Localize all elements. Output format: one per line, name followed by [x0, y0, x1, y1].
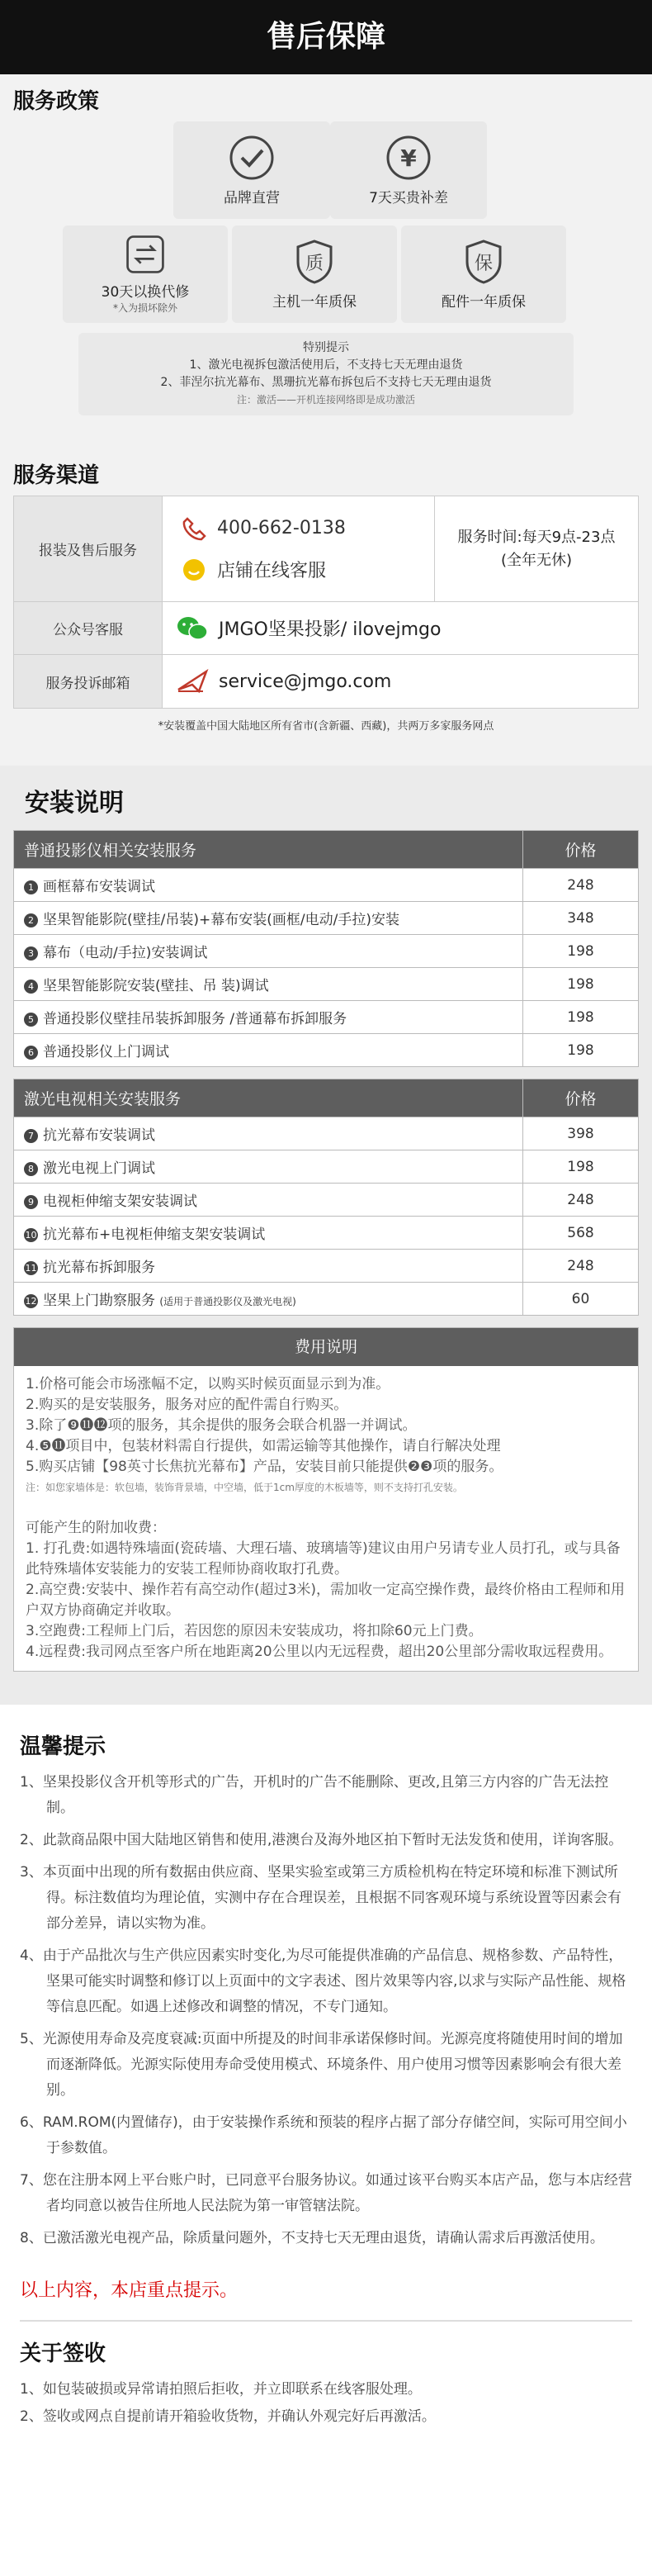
item-price: 568 — [523, 1217, 639, 1250]
table-title: 普通投影仪相关安装服务 — [14, 831, 523, 869]
item-number: 12 — [25, 1295, 37, 1307]
wechat-account: JMGO坚果投影/ ilovejmgo — [219, 619, 442, 640]
tip-line: 2、菲涅尔抗光幕布、黑珊抗光幕布拆包后不支持七天无理由退货 — [160, 376, 492, 389]
phone-line[interactable] — [181, 515, 434, 542]
install-section — [0, 766, 652, 1705]
phone-number: 400-662-0138 — [217, 518, 346, 538]
table-row — [14, 1184, 639, 1217]
item-number: 8 — [24, 1162, 38, 1176]
policy-item-host — [232, 225, 397, 323]
special-tip — [78, 333, 574, 415]
mail-icon — [176, 668, 209, 695]
policy-grid — [0, 121, 652, 444]
notice-item: 5、光源使用寿命及亮度衰减:页面中所提及的时间非承诺保修时间。光源亮度将随使用时间的增加而逐渐降低。光源实际使用寿命受使用模式、环境条件、用户使用习惯等因素影响会有很大差别。 — [20, 2031, 623, 2099]
hours-line-2: (全年无休) — [500, 551, 573, 569]
item-number: 6 — [24, 1046, 38, 1060]
policy-label: 7天买贵补差 — [369, 190, 448, 206]
extra-title: 可能产生的附加收费： — [26, 1520, 166, 1536]
check-circle-icon — [229, 135, 275, 181]
table-row — [14, 869, 639, 902]
item-price: 248 — [523, 869, 639, 902]
channel-row-aftersale — [14, 496, 638, 602]
item-price: 348 — [523, 902, 639, 935]
channel-row-wechat — [14, 602, 638, 655]
table-row — [14, 1034, 639, 1067]
zhi-badge-icon — [294, 239, 335, 285]
policy-item-price — [330, 121, 487, 219]
service-bubble-icon — [181, 557, 207, 583]
signing-item: 2、签收或网点自提前请开箱验收货物，并确认外观完好后再激活。 — [20, 2408, 436, 2425]
item-number: 1 — [24, 880, 38, 894]
table-row — [14, 968, 639, 1001]
item-price: 198 — [523, 935, 639, 968]
policy-section — [0, 74, 652, 766]
notice-list — [0, 1770, 652, 2251]
table-title: 激光电视相关安装服务 — [14, 1079, 523, 1117]
zhi-glyph: 质 — [305, 254, 324, 274]
extra-line: 4.远程费:我司网点至客户所在地距离20公里以内无远程费，超出20公里部分需收取远程费用。 — [26, 1644, 613, 1660]
install-table-laser — [13, 1079, 639, 1316]
exchange-icon — [125, 234, 166, 275]
email-value[interactable] — [163, 655, 638, 708]
table-row — [14, 1217, 639, 1250]
item-price: 198 — [523, 1001, 639, 1034]
fee-title: 费用说明 — [14, 1328, 638, 1366]
policy-label: 品牌直营 — [224, 190, 280, 206]
bao-badge-icon — [463, 239, 504, 285]
channel-label: 报装及售后服务 — [14, 496, 163, 601]
item-sub: (适用于普通投影仪及激光电视) — [159, 1296, 296, 1307]
extra-line: 1. 打孔费:如遇特殊墙面(瓷砖墙、大理石墙、玻璃墙等)建议由用户另请专业人员打孔，或与具备此特殊墙体安装能力的安装工程师协商收取打孔费。 — [26, 1540, 621, 1577]
item-name: 普通投影仪上门调试 — [43, 1044, 169, 1060]
item-name: 幕布（电动/手拉)安装调试 — [43, 945, 208, 961]
item-number: 7 — [24, 1129, 38, 1143]
table-row — [14, 1001, 639, 1034]
online-service[interactable] — [181, 557, 434, 583]
table-header — [14, 831, 639, 869]
fee-line: 1.价格可能会市场涨幅不定，以购买时候页面显示到为准。 — [26, 1376, 390, 1392]
notice-item: 3、本页面中出现的所有数据由供应商、坚果实验室或第三方质检机构在特定环境和标准下测试所得。标注数值均为理论值，实测中存在合理误差，且根据不同客观环境与系统设置等因素会有部分差异，请以实物为准。 — [20, 1864, 621, 1932]
fee-line: 3.除了❾⓫⓬项的服务，其余提供的服务会联合机器一并调试。 — [26, 1417, 417, 1434]
extra-line: 2.高空费:安装中、操作若有高空动作(超过3米)，需加收一定高空操作费，最终价格由工程师和用户双方协商确定并收取。 — [26, 1582, 626, 1619]
yen-glyph: ¥ — [400, 145, 417, 172]
tip-note: 注：激活——开机连接网络即是成功激活 — [236, 394, 415, 406]
item-number: 2 — [24, 913, 38, 927]
install-title: 安装说明 — [25, 789, 124, 818]
yen-circle-icon — [385, 135, 432, 181]
service-hours — [435, 496, 638, 601]
item-name: 坚果上门勘察服务 — [43, 1293, 155, 1309]
item-name: 抗光幕布安装调试 — [43, 1127, 155, 1144]
email-address: service@jmgo.com — [219, 671, 392, 692]
online-service-label: 店铺在线客服 — [217, 561, 327, 581]
phone-icon — [181, 515, 207, 542]
table-row — [14, 1250, 639, 1283]
channel-row-email — [14, 655, 638, 708]
item-price: 198 — [523, 1034, 639, 1067]
item-name: 普通投影仪壁挂吊装拆卸服务 /普通幕布拆卸服务 — [43, 1011, 347, 1027]
install-table-projector — [13, 830, 639, 1067]
extra-line: 3.空跑费:工程师上门后，若因您的原因未安装成功，将扣除60元上门费。 — [26, 1623, 483, 1639]
item-name: 坚果智能影院(壁挂/吊装)+幕布安装(画框/电动/手拉)安装 — [43, 912, 399, 928]
table-row — [14, 935, 639, 968]
emphasis-text: 以上内容，本店重点提示。 — [20, 2280, 239, 2301]
policy-item-exchange — [63, 225, 228, 323]
fee-box — [13, 1327, 639, 1672]
item-name: 抗光幕布拆卸服务 — [43, 1260, 155, 1276]
notice-section — [0, 1705, 652, 2430]
channels-table — [13, 496, 639, 709]
policy-sub: *入为损坏除外 — [112, 302, 177, 314]
notice-item: 6、RAM.ROM(内置储存)，由于安装操作系统和预装的程序占据了部分存储空间，实际可用空间小于参数值。 — [20, 2114, 627, 2156]
fee-body — [14, 1366, 638, 1671]
table-row — [14, 1150, 639, 1184]
hours-line: 服务时间:每天9点-23点 — [457, 528, 616, 546]
channel-contacts — [163, 496, 435, 601]
channel-label: 公众号客服 — [14, 602, 163, 654]
channels-title: 服务渠道 — [13, 463, 100, 488]
item-price: 248 — [523, 1250, 639, 1283]
table-row — [14, 902, 639, 935]
policy-label: 30天以换代修 — [101, 284, 190, 301]
item-number: 10 — [25, 1229, 37, 1241]
item-name: 激光电视上门调试 — [43, 1160, 155, 1177]
fee-line: 2.购买的是安装服务，服务对应的配件需自行购买。 — [26, 1397, 348, 1413]
notice-item: 8、已激活激光电视产品，除质量问题外，不支持七天无理由退货，请确认需求后再激活使用。 — [20, 2230, 604, 2246]
price-header: 价格 — [523, 831, 639, 869]
signing-item: 1、如包装破损或异常请拍照后拒收，并立即联系在线客服处理。 — [20, 2381, 422, 2398]
policy-label: 主机一年质保 — [272, 294, 357, 311]
signing-title: 关于签收 — [20, 2341, 106, 2366]
table-row — [14, 1283, 639, 1316]
item-number: 9 — [24, 1195, 38, 1209]
item-number: 3 — [24, 946, 38, 961]
table-header — [14, 1079, 639, 1117]
tip-title: 特别提示 — [303, 341, 349, 354]
wechat-icon — [176, 615, 209, 642]
item-name: 画框幕布安装调试 — [43, 879, 155, 895]
wechat-value[interactable] — [163, 602, 638, 654]
policy-title: 服务政策 — [13, 89, 100, 114]
item-price: 398 — [523, 1117, 639, 1150]
item-number: 4 — [24, 980, 38, 994]
policy-item-accessory — [401, 225, 566, 323]
policy-item-brand — [173, 121, 330, 219]
fee-line: 5.购买店铺【98英寸长焦抗光幕布】产品，安装目前只能提供❷❸项的服务。 — [26, 1459, 503, 1475]
item-number: 11 — [25, 1262, 37, 1274]
item-price: 60 — [523, 1283, 639, 1316]
fee-line: 4.❺⓫项目中，包装材料需自行提供，如需运输等其他操作，请自行解决处理 — [26, 1438, 501, 1454]
tip-line: 1、激光电视拆包激活使用后，不支持七天无理由退货 — [189, 358, 463, 372]
notice-item: 2、此款商品限中国大陆地区销售和使用,港澳台及海外地区拍下暂时无法发货和使用，详询客服。 — [20, 1832, 623, 1848]
item-price: 248 — [523, 1184, 639, 1217]
coverage-note: *安装覆盖中国大陆地区所有省市(含新疆、西藏)，共两万多家服务网点 — [158, 720, 494, 733]
bao-glyph: 保 — [474, 254, 494, 274]
table-row — [14, 1117, 639, 1150]
channel-label: 服务投诉邮箱 — [14, 655, 163, 708]
item-price: 198 — [523, 968, 639, 1001]
notice-item: 7、您在注册本网上平台账户时，已同意平台服务协议。如通过该平台购买本店产品，您与本店经营者均同意以被告住所地人民法院为第一审管辖法院。 — [20, 2172, 632, 2214]
item-name: 坚果智能影院安装(壁挂、吊 装)调试 — [43, 978, 269, 994]
policy-label: 配件一年质保 — [442, 294, 526, 311]
notice-item: 1、坚果投影仪含开机等形式的广告，开机时的广告不能删除、更改,且第三方内容的广告无法控制。 — [20, 1774, 609, 1816]
item-name: 电视柜伸缩支架安装调试 — [43, 1193, 197, 1210]
notice-title: 温馨提示 — [20, 1734, 106, 1759]
price-header: 价格 — [523, 1079, 639, 1117]
page-header: 售后保障 — [0, 0, 652, 74]
item-price: 198 — [523, 1150, 639, 1184]
item-name: 抗光幕布+电视柜伸缩支架安装调试 — [43, 1226, 266, 1243]
fee-note: 注：如您家墙体是：软包墙，装饰背景墙，中空墙，低于1cm厚度的木板墙等，则不支持打孔安装。 — [26, 1482, 463, 1493]
notice-item: 4、由于产品批次与生产供应因素实时变化,为尽可能提供准确的产品信息、规格参数、产品特性，坚果可能实时调整和修订以上页面中的文字表述、图片效果等内容,以求与实际产品性能、规格等信息匹配。如遇上述修改和调整的情况，不专门通知。 — [20, 1947, 626, 2015]
signing-list — [0, 2377, 652, 2430]
item-number: 5 — [24, 1013, 38, 1027]
